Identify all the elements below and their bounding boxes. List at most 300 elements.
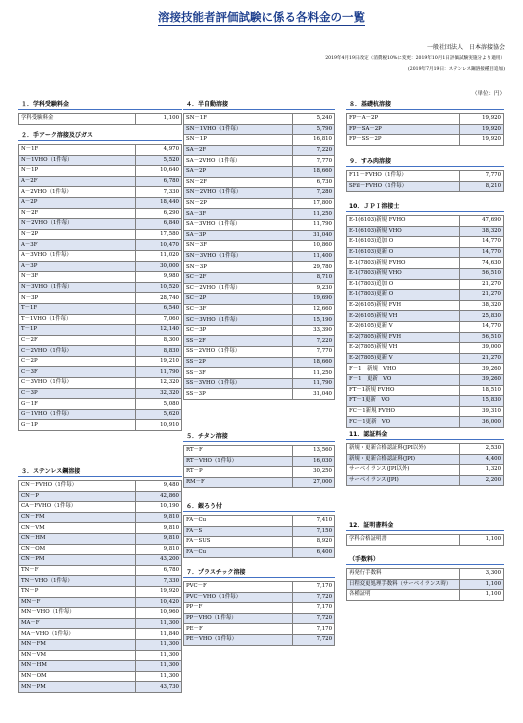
table-row [19,650,182,661]
item-price: 7,720 [292,634,334,645]
fee-table [183,113,335,400]
section-academic-exam [18,100,182,125]
item-price: 43,730 [136,682,182,693]
item-price: 8,210 [460,181,504,192]
table-row [19,608,182,619]
item-name: CN－HM [19,533,136,544]
item-name: N－3VHO（1件毎） [19,282,136,293]
item-price: 9,980 [136,272,182,283]
item-name: G－1P [19,420,136,431]
table-row [347,353,504,364]
section-heading: ９．すみ肉溶接 [346,157,504,167]
table-row [19,314,182,325]
item-price: 30,250 [292,467,334,478]
section-fillet [346,157,504,192]
item-price: 39,000 [460,343,504,354]
item-price: 11,300 [136,618,182,629]
table-row [184,467,335,478]
table-row [19,586,182,597]
table-row [184,272,335,283]
table-row [184,624,335,635]
item-name: C－3F [19,367,136,378]
item-name: N－2F [19,208,136,219]
table-row [347,311,504,322]
item-price: 8,300 [136,335,182,346]
organization-name: 一般社団法人 日本溶接協会 [426,44,505,51]
fee-table [346,113,504,146]
item-price: 5,240 [292,114,334,125]
table-row [19,481,182,492]
item-price: 4,970 [136,145,182,156]
table-row [19,523,182,534]
item-price: 10,520 [136,282,182,293]
item-name: E-1(6103)新規 VHO [347,226,460,237]
item-price: 38,320 [460,300,504,311]
item-name: FP－SS－2P [347,135,460,146]
item-price: 6,780 [136,176,182,187]
item-name: N－3P [19,293,136,304]
item-price: 14,770 [460,321,504,332]
item-price: 8,920 [292,537,334,548]
item-name: 再発行手数料 [347,569,460,580]
table-row [184,456,335,467]
item-price: 7,330 [136,187,182,198]
table-row [347,321,504,332]
item-price: 9,810 [136,523,182,534]
item-price: 7,720 [292,613,334,624]
table-row [19,325,182,336]
table-row [184,166,335,177]
item-name: T－1F [19,303,136,314]
item-price: 10,420 [136,597,182,608]
table-row [184,241,335,252]
item-name: CA－FVHO（1件毎） [19,502,136,513]
item-price: 15,830 [460,396,504,407]
item-name: SC－2F [184,272,293,283]
item-name: C－2F [19,335,136,346]
table-row [184,446,335,457]
item-price: 39,310 [460,406,504,417]
item-price: 11,840 [136,629,182,640]
item-name: SA－2P [184,166,293,177]
item-name: E-1(7803)新規 FVHO [347,258,460,269]
item-name: TN－VHO（1件毎） [19,576,136,587]
item-price: 43,200 [136,555,182,566]
table-row [184,357,335,368]
item-price: 14,770 [460,247,504,258]
item-price: 10,910 [136,420,182,431]
section-heading: ７．プラスチック溶接 [183,568,335,578]
item-price: 21,270 [460,290,504,301]
fee-table [183,515,335,558]
item-name: CN－VM [19,523,136,534]
item-name: A－3F [19,240,136,251]
item-name: FC－1新規 FVHO [347,406,460,417]
item-name: E-2(6105)更新 V [347,321,460,332]
table-row [19,293,182,304]
table-row [347,374,504,385]
table-row [347,181,504,192]
table-row [184,262,335,273]
item-name: SN－1F [184,114,293,125]
item-name: CN－OM [19,544,136,555]
item-price: 14,770 [460,237,504,248]
item-name: PVC－VHO（1件毎） [184,592,293,603]
item-name: C－3P [19,388,136,399]
item-name: SN－2VHO（1件毎） [184,188,293,199]
item-name: FC－1更新 VO [347,417,460,428]
table-row [347,343,504,354]
unit-label: （単位：円） [471,91,505,97]
table-row [347,290,504,301]
item-price: 7,770 [292,347,334,358]
table-row [184,389,335,400]
section-silver-brazing [183,502,335,558]
table-row [19,219,182,230]
item-price: 30,000 [136,261,182,272]
table-row [19,671,182,682]
section-jpi [346,202,504,428]
table-row [19,502,182,513]
item-price: 47,690 [460,216,504,227]
item-price: 18,440 [136,197,182,208]
item-price: 74,630 [460,258,504,269]
table-row [19,261,182,272]
item-price: 11,250 [292,209,334,220]
item-name: E-1(6103)追加 O [347,237,460,248]
item-price: 18,510 [460,385,504,396]
item-price: 10,860 [292,241,334,252]
item-name: SN－1VHO（1件毎） [184,124,293,135]
item-price: 1,100 [136,114,182,125]
table-row [184,219,335,230]
table-row [19,335,182,346]
table-row [184,547,335,558]
item-price: 5,620 [136,409,182,420]
section-manual-arc-gas [18,131,182,431]
item-price: 36,000 [460,417,504,428]
item-name: SN－2F [184,177,293,188]
item-name: E-1(6103)新規 FVHO [347,216,460,227]
table-row [19,533,182,544]
item-name: MN－PM [19,682,136,693]
item-name: MA－VHO（1件毎） [19,629,136,640]
item-name: C－3VHO（1件毎） [19,378,136,389]
table-row [19,114,182,125]
table-row [347,216,504,227]
item-name: MN－OM [19,671,136,682]
item-name: SA－3VHO（1件毎） [184,219,293,230]
table-row [347,268,504,279]
item-name: RT－VHO（1件毎） [184,456,293,467]
section-stainless [18,467,182,693]
table-row [19,544,182,555]
table-row [19,145,182,156]
table-row [184,526,335,537]
item-name: E-2(7805)更新 V [347,353,460,364]
item-price: 12,140 [136,325,182,336]
item-name: SA－2F [184,145,293,156]
item-name: MN－FM [19,639,136,650]
item-name: SS－2F [184,336,293,347]
table-row [19,240,182,251]
item-price: 11,790 [292,219,334,230]
section-plastic [183,568,335,646]
item-price: 1,100 [460,590,504,601]
item-name: FA－S [184,526,293,537]
table-row [347,406,504,417]
item-price: 11,300 [136,661,182,672]
item-price: 31,040 [292,389,334,400]
item-name: SA－3P [184,230,293,241]
table-row [184,336,335,347]
item-name: A－2P [19,197,136,208]
item-name: SS－3P [184,389,293,400]
item-name: FA－Cu [184,516,293,527]
table-row [19,682,182,693]
table-row [19,661,182,672]
item-name: SC－3P [184,325,293,336]
table-row [19,250,182,261]
item-name: A－2VHO（1件毎） [19,187,136,198]
item-price: 56,510 [460,268,504,279]
item-price: 4,400 [460,454,504,465]
item-price: 17,580 [136,229,182,240]
table-row [19,166,182,177]
item-name: E-2(7805)新規 FVH [347,332,460,343]
table-row [19,555,182,566]
table-row [19,229,182,240]
table-row [184,613,335,624]
table-row [347,258,504,269]
section-heading: ８．基礎杭溶接 [346,100,504,110]
fee-table [18,144,182,431]
item-name: G－1F [19,399,136,410]
item-price: 28,740 [136,293,182,304]
table-row [347,535,504,546]
table-row [184,304,335,315]
item-price: 11,790 [292,378,334,389]
item-price: 7,770 [460,171,504,182]
item-price: 1,100 [460,579,504,590]
item-price: 19,690 [292,294,334,305]
section-fees [346,555,504,601]
item-name: G－1VHO（1件毎） [19,409,136,420]
item-price: 7,170 [292,582,334,593]
item-name: MN－F [19,597,136,608]
item-name: PVC－F [184,582,293,593]
item-price: 12,660 [292,304,334,315]
item-price: 18,660 [292,166,334,177]
item-name: SN－3VHO（1件毎） [184,251,293,262]
item-price: 16,030 [292,456,334,467]
fee-table [183,581,335,646]
table-row [347,396,504,407]
item-price: 7,770 [292,156,334,167]
table-row [184,516,335,527]
item-price: 8,710 [292,272,334,283]
item-name: CN－FVHO（1件毎） [19,481,136,492]
item-name: A－2F [19,176,136,187]
table-row [19,629,182,640]
item-price: 56,510 [460,332,504,343]
table-row [184,378,335,389]
item-price: 9,810 [136,512,182,523]
fee-table [18,480,182,693]
item-price: 12,320 [136,378,182,389]
section-heading: （手数料） [346,555,504,565]
item-price: 18,660 [292,357,334,368]
item-price: 6,400 [292,547,334,558]
item-price: 33,390 [292,325,334,336]
item-name: N－2VHO（1件毎） [19,219,136,230]
item-price: 10,190 [136,502,182,513]
item-name: 学科合格証明書 [347,535,460,546]
item-name: E-2(6105)新規 FVH [347,300,460,311]
item-price: 5,080 [136,399,182,410]
item-name: SS－3VHO（1件毎） [184,378,293,389]
item-name: A－3P [19,261,136,272]
item-price: 11,400 [292,251,334,262]
table-row [19,420,182,431]
item-name: PE－F [184,624,293,635]
item-name: N－1VHO（1件毎） [19,155,136,166]
table-row [19,491,182,502]
table-row [19,303,182,314]
revision-note: 2019年4月19日改定（消費税10%に変更：2019年10月1日評価試験実施分より適用） [325,56,505,61]
item-price: 7,410 [292,516,334,527]
item-name: MN－VM [19,650,136,661]
fee-table [346,170,504,192]
table-row [19,272,182,283]
item-name: T－1P [19,325,136,336]
section-certification [346,430,504,486]
table-row [184,603,335,614]
item-name: サーベイランス(JPI) [347,475,460,486]
item-price: 1,100 [460,535,504,546]
item-price: 9,230 [292,283,334,294]
table-row [347,444,504,455]
item-name: RM－F [184,477,293,488]
item-price: 9,480 [136,481,182,492]
table-row [184,188,335,199]
item-price: 1,320 [460,465,504,476]
table-row [184,315,335,326]
item-name: SS－2P [184,357,293,368]
item-name: 学科受験料金 [19,114,136,125]
item-name: RT－P [184,467,293,478]
item-price: 6,840 [136,219,182,230]
item-name: SC－3F [184,304,293,315]
item-price: 10,960 [136,608,182,619]
section-heading: ３．ステンレス鋼溶接 [18,467,182,477]
item-name: N－1P [19,166,136,177]
item-name: 各種証明 [347,590,460,601]
item-price: 31,040 [292,230,334,241]
item-price: 11,020 [136,250,182,261]
table-row [19,639,182,650]
item-name: CN－FM [19,512,136,523]
item-name: E-2(6105)新規 VH [347,311,460,322]
item-price: 10,640 [136,166,182,177]
item-price: 7,220 [292,336,334,347]
item-name: 新規・更新合格認証料(JPI以外) [347,444,460,455]
item-price: 10,470 [136,240,182,251]
item-name: PE－VHO（1件毎） [184,634,293,645]
item-price: 39,260 [460,374,504,385]
table-row [184,582,335,593]
table-row [347,124,504,135]
table-row [347,114,504,125]
item-price: 7,060 [136,314,182,325]
fee-table [346,568,504,601]
item-price: 19,920 [460,114,504,125]
table-row [184,177,335,188]
table-row [347,300,504,311]
item-name: E-1(6103)更新 O [347,247,460,258]
item-price: 19,210 [136,356,182,367]
table-row [19,282,182,293]
item-price: 32,320 [136,388,182,399]
item-name: N－1F [19,145,136,156]
fee-table [183,445,335,488]
item-price: 5,790 [292,124,334,135]
table-row [184,156,335,167]
page-title: 溶接技能者評価試験に係る各料金の一覧 [158,10,365,24]
table-row [184,368,335,379]
item-name: サーベイランス(JPI以外) [347,465,460,476]
table-row [184,634,335,645]
table-row [19,576,182,587]
item-name: FA－Cu [184,547,293,558]
table-row [19,378,182,389]
item-name: SC－2P [184,294,293,305]
table-row [19,155,182,166]
table-row [347,237,504,248]
item-name: FT－1新規 FVHO [347,385,460,396]
item-name: TN－P [19,586,136,597]
table-row [184,209,335,220]
item-name: F11－FVHO（1件毎） [347,171,460,182]
table-row [184,251,335,262]
item-name: N－2P [19,229,136,240]
table-row [347,279,504,290]
table-row [19,356,182,367]
item-price: 21,270 [460,279,504,290]
table-row [19,409,182,420]
item-name: E-1(7803)更新 O [347,290,460,301]
section-semi-auto [183,100,335,400]
item-name: SA－2VHO（1件毎） [184,156,293,167]
table-row [347,332,504,343]
section-heading: ６．銀ろう付 [183,502,335,512]
item-price: 17,800 [292,198,334,209]
item-price: 7,150 [292,526,334,537]
table-row [19,618,182,629]
table-row [347,364,504,375]
item-price: 7,330 [136,576,182,587]
item-price: 9,810 [136,533,182,544]
item-price: 6,540 [136,303,182,314]
item-name: F－1 更新 VO [347,374,460,385]
item-price: 7,280 [292,188,334,199]
item-name: RT－F [184,446,293,457]
table-row [184,347,335,358]
item-price: 39,260 [460,364,504,375]
table-row [347,465,504,476]
item-price: 21,270 [460,353,504,364]
table-row [19,346,182,357]
